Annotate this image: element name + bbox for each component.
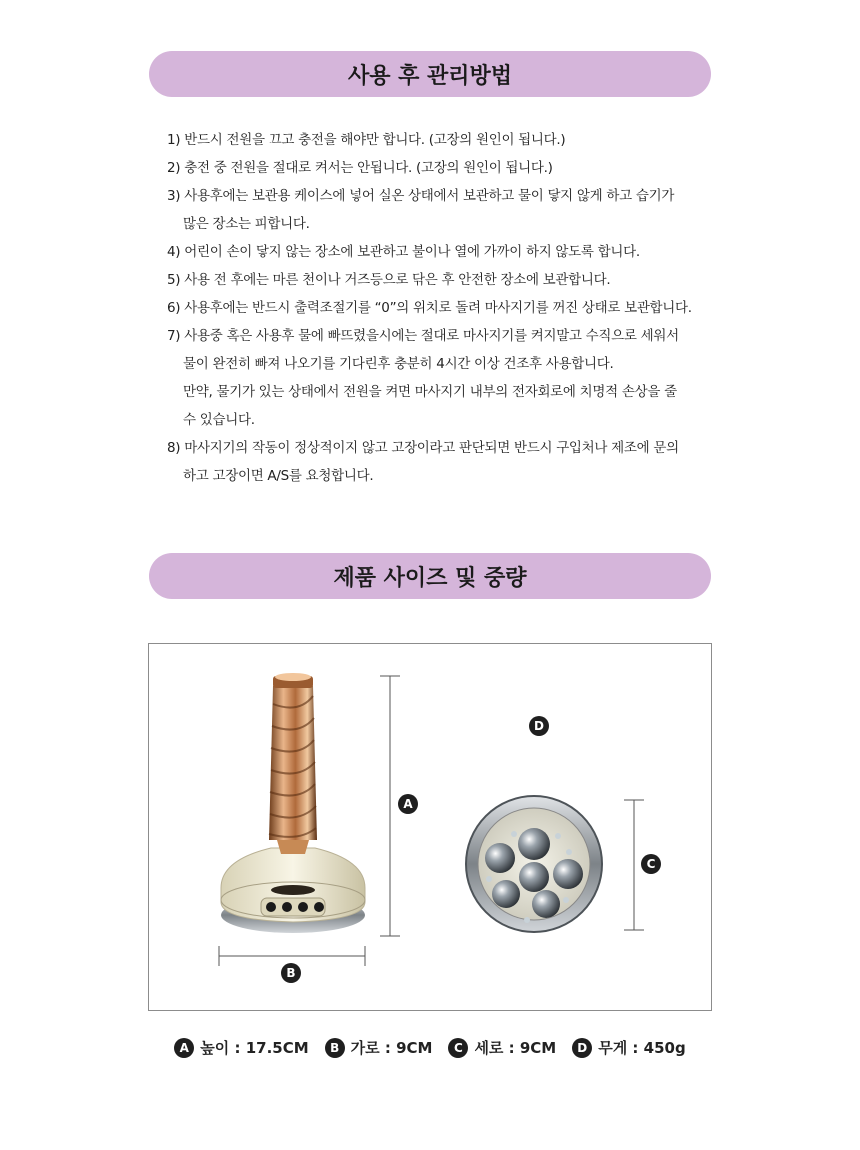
spec-text: 가로 : 9CM [350, 1039, 433, 1057]
care-section-title: 사용 후 관리방법 [347, 63, 513, 89]
care-instruction-line: 3) 사용후에는 보관용 케이스에 넣어 실온 상태에서 보관하고 물이 닿지 않게 하고 습기가 [167, 188, 675, 204]
care-instruction-line: 물이 완전히 빠져 나오기를 기다린후 충분히 4시간 이상 건조후 사용합니다. [183, 356, 614, 372]
spec-item [448, 1037, 556, 1058]
care-instruction-item [167, 266, 727, 294]
spec-item [572, 1037, 685, 1058]
care-section-title-banner [149, 51, 711, 97]
spec-marker: C [448, 1038, 468, 1058]
dimension-marker-b: B [281, 963, 301, 983]
care-instruction-line: 7) 사용중 혹은 사용후 물에 빠뜨렸을시에는 절대로 마사지기를 켜지말고 수직으로 세워서 [167, 328, 679, 344]
care-instruction-item [167, 434, 727, 490]
device-top-view [466, 796, 602, 932]
care-instruction-line: 5) 사용 전 후에는 마른 천이나 거즈등으로 닦은 후 안전한 장소에 보관합니다. [167, 272, 611, 288]
dimension-marker-d: D [529, 716, 549, 736]
product-illustration [149, 644, 711, 1010]
spec-item [325, 1037, 433, 1058]
care-instruction-item [167, 294, 727, 322]
spec-text: 높이 : 17.5CM [200, 1039, 309, 1057]
product-specs-row [0, 1037, 860, 1058]
care-instruction-line: 1) 반드시 전원을 끄고 충전을 해야만 합니다. (고장의 원인이 됩니다.) [167, 132, 566, 148]
spec-marker: D [572, 1038, 592, 1058]
product-dimension-figure [148, 643, 712, 1011]
dimension-marker-c: C [641, 854, 661, 874]
care-instruction-item [167, 154, 727, 182]
device-side-view [221, 673, 365, 933]
care-instruction-line: 많은 장소는 피합니다. [183, 216, 310, 232]
dimension-marker-a: A [398, 794, 418, 814]
spec-text: 무게 : 450g [598, 1039, 686, 1057]
care-instruction-item [167, 238, 727, 266]
care-instruction-item [167, 322, 727, 434]
care-instruction-line: 6) 사용후에는 반드시 출력조절기를 “0”의 위치로 돌려 마사지기를 꺼진 상태로 보관합니다. [167, 300, 692, 316]
spec-marker: B [325, 1038, 345, 1058]
size-section-title-banner [149, 553, 711, 599]
care-instruction-line: 8) 마사지기의 작동이 정상적이지 않고 고장이라고 판단되면 반드시 구입처나 제조에 문의 [167, 440, 679, 456]
spec-item [174, 1037, 308, 1058]
care-instruction-line: 만약, 물기가 있는 상태에서 전원을 켜면 마사지기 내부의 전자회로에 치명적 손상을 줄 [183, 384, 677, 400]
care-instruction-item [167, 182, 727, 238]
care-instruction-line: 수 있습니다. [183, 412, 255, 428]
care-instruction-item [167, 126, 727, 154]
spec-marker: A [174, 1038, 194, 1058]
care-instruction-line: 하고 고장이면 A/S를 요청합니다. [183, 468, 374, 484]
care-instructions-list [167, 126, 727, 490]
care-instruction-line: 2) 충전 중 전원을 절대로 켜서는 안됩니다. (고장의 원인이 됩니다.) [167, 160, 553, 176]
care-instruction-line: 4) 어린이 손이 닿지 않는 장소에 보관하고 불이나 열에 가까이 하지 않도록 합니다. [167, 244, 640, 260]
size-section-title: 제품 사이즈 및 중량 [333, 565, 527, 591]
spec-text: 세로 : 9CM [474, 1039, 557, 1057]
